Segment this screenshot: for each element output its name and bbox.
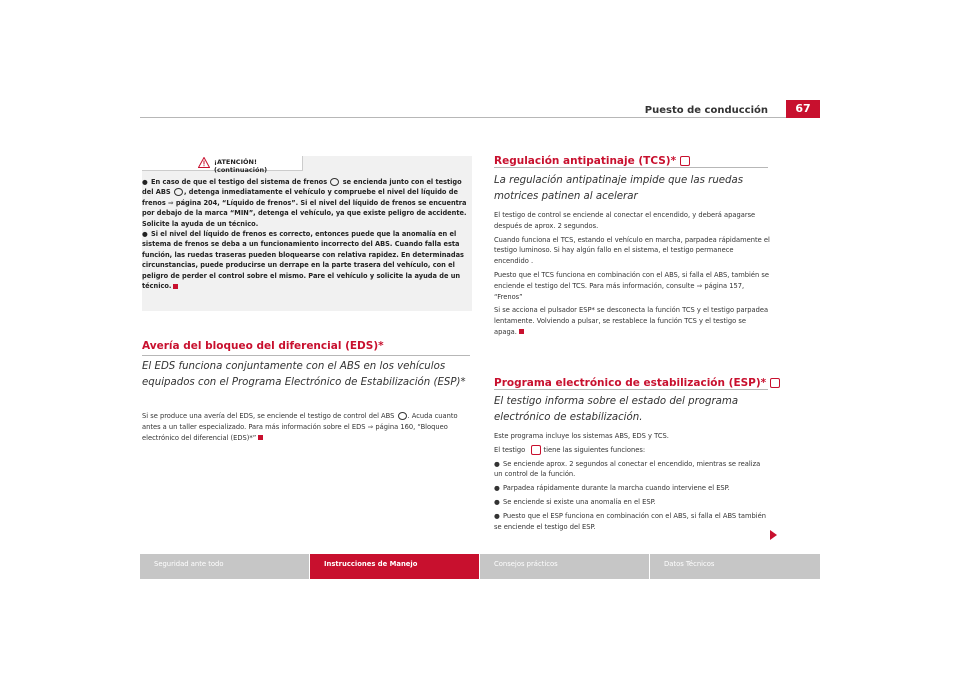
warning-title: ¡ATENCIÓN! (continuación) — [214, 158, 268, 174]
eds-body: Si se produce una avería del EDS, se enciende el testigo de control del ABS . Acuda cuanto antes a un taller especializado. Para más información sobre el EDS ⇒ página 160, “Bloqueo electrónico del diferencial (EDS)*” — [142, 412, 458, 442]
tcs-paragraph-3: Puesto que el TCS funciona en combinación con el ABS, si falla el ABS, también se enciende el testigo del TCS. Para más información, consulte ⇒ página 157, “Frenos” — [494, 270, 769, 301]
tab-consejos[interactable]: Consejos prácticos — [480, 554, 649, 579]
reference-arrow-icon: ⇒ — [168, 198, 174, 207]
warning-title-bar — [142, 156, 303, 174]
skid-car-icon — [531, 445, 541, 455]
abs-icon — [398, 412, 407, 420]
next-page-arrow-icon[interactable] — [770, 530, 777, 540]
tab-datos[interactable]: Datos Técnicos — [650, 554, 820, 579]
esp-heading: Programa electrónico de estabilización (ESP)* — [494, 377, 780, 389]
section-end-icon — [258, 435, 263, 440]
esp-body — [494, 431, 770, 535]
tcs-body — [494, 210, 770, 341]
section-end-icon — [173, 284, 178, 289]
reference-arrow-icon: ⇒ — [367, 422, 374, 431]
tab-seguridad[interactable]: Seguridad ante todo — [140, 554, 309, 579]
esp-bullet-1: ● Se enciende aprox. 2 segundos al conectar el encendido, mientras se realiza un control de la función. — [494, 459, 761, 479]
reference-arrow-icon: ⇒ — [696, 281, 703, 290]
esp-bullet-4: ● Puesto que el ESP funciona en combinación con el ABS, si falla el ABS también se enciende el testigo del ESP. — [494, 511, 766, 531]
esp-paragraph-1: Este programa incluye los sistemas ABS, EDS y TCS. — [494, 432, 669, 440]
warning-text — [142, 177, 470, 291]
page-header-title: Puesto de conducción — [644, 105, 768, 116]
warning-triangle-icon — [198, 157, 210, 168]
eds-heading: Avería del bloqueo del diferencial (EDS)* — [142, 340, 384, 352]
eds-lead: El EDS funciona conjuntamente con el ABS en los vehículos equipados con el Programa Electrónico de Estabilización (ESP)* — [142, 361, 466, 388]
esp-bullet-3: ● Se enciende si existe una anomalía en el ESP. — [494, 497, 656, 506]
tcs-rule — [494, 167, 768, 168]
brake-warning-icon — [330, 178, 339, 186]
skid-car-icon — [680, 156, 690, 166]
esp-rule — [494, 389, 768, 390]
abs-icon — [174, 188, 183, 196]
esp-bullet-2: ● Parpadea rápidamente durante la marcha cuando interviene el ESP. — [494, 484, 730, 493]
eds-rule — [142, 355, 470, 356]
footer-nav — [140, 554, 820, 579]
header-rule — [140, 117, 820, 118]
tcs-paragraph-1: El testigo de control se enciende al conectar el encendido, y deberá apagarse después de aprox. 2 segundos. — [494, 211, 756, 230]
tcs-paragraph-2: Cuando funciona el TCS, estando el vehículo en marcha, parpadea rápidamente el testigo luminoso. Si hay algún fallo en el sistema, el testigo permanece encendido . — [494, 235, 770, 266]
tab-instrucciones[interactable]: Instrucciones de Manejo — [310, 554, 479, 579]
tcs-heading: Regulación antipatinaje (TCS)* — [494, 155, 690, 167]
esp-lead: El testigo informa sobre el estado del programa electrónico de estabilización. — [494, 396, 739, 423]
section-end-icon — [519, 329, 524, 334]
warning-box — [142, 156, 472, 311]
skid-car-icon — [770, 378, 780, 388]
warning-bullet-1: ● En caso de que el testigo del sistema de frenos se encienda junto con el testigo del ABS , detenga inmediatamente el vehículo y compruebe el nivel del líquido de frenos ⇒ página 204, “Líquido de frenos”. Si el nivel del líquido de frenos se encuentra por debajo de la marca “MIN”, detenga el vehículo, ya que existe peligro de accidente. Solicite la ayuda de un técnico. — [142, 178, 467, 228]
warning-bullet-2: ● Si el nivel del líquido de frenos es correcto, entonces puede que la anomalía en el sistema de frenos se deba a un funcionamiento incorrecto del ABS. Cuando falla esta función, las ruedas traseras pueden bloquearse con relativa rapidez. En determinadas circunstancias, puede producirse un derrape en la parte trasera del vehículo, con el peligro de perder el control sobre el mismo. Pare el vehículo y solicite la ayuda de un técnico. — [142, 230, 464, 291]
esp-paragraph-2: El testigo tiene las siguientes funciones: — [494, 445, 646, 454]
tcs-paragraph-4: Si se acciona el pulsador ESP* se desconecta la función TCS y el testigo parpadea lentamente. Volviendo a pulsar, se restablece la función TCS y el testigo se apaga. — [494, 306, 769, 336]
page-number: 67 — [786, 100, 820, 118]
tcs-lead: La regulación antipatinaje impide que las ruedas motrices patinen al acelerar — [494, 175, 744, 202]
